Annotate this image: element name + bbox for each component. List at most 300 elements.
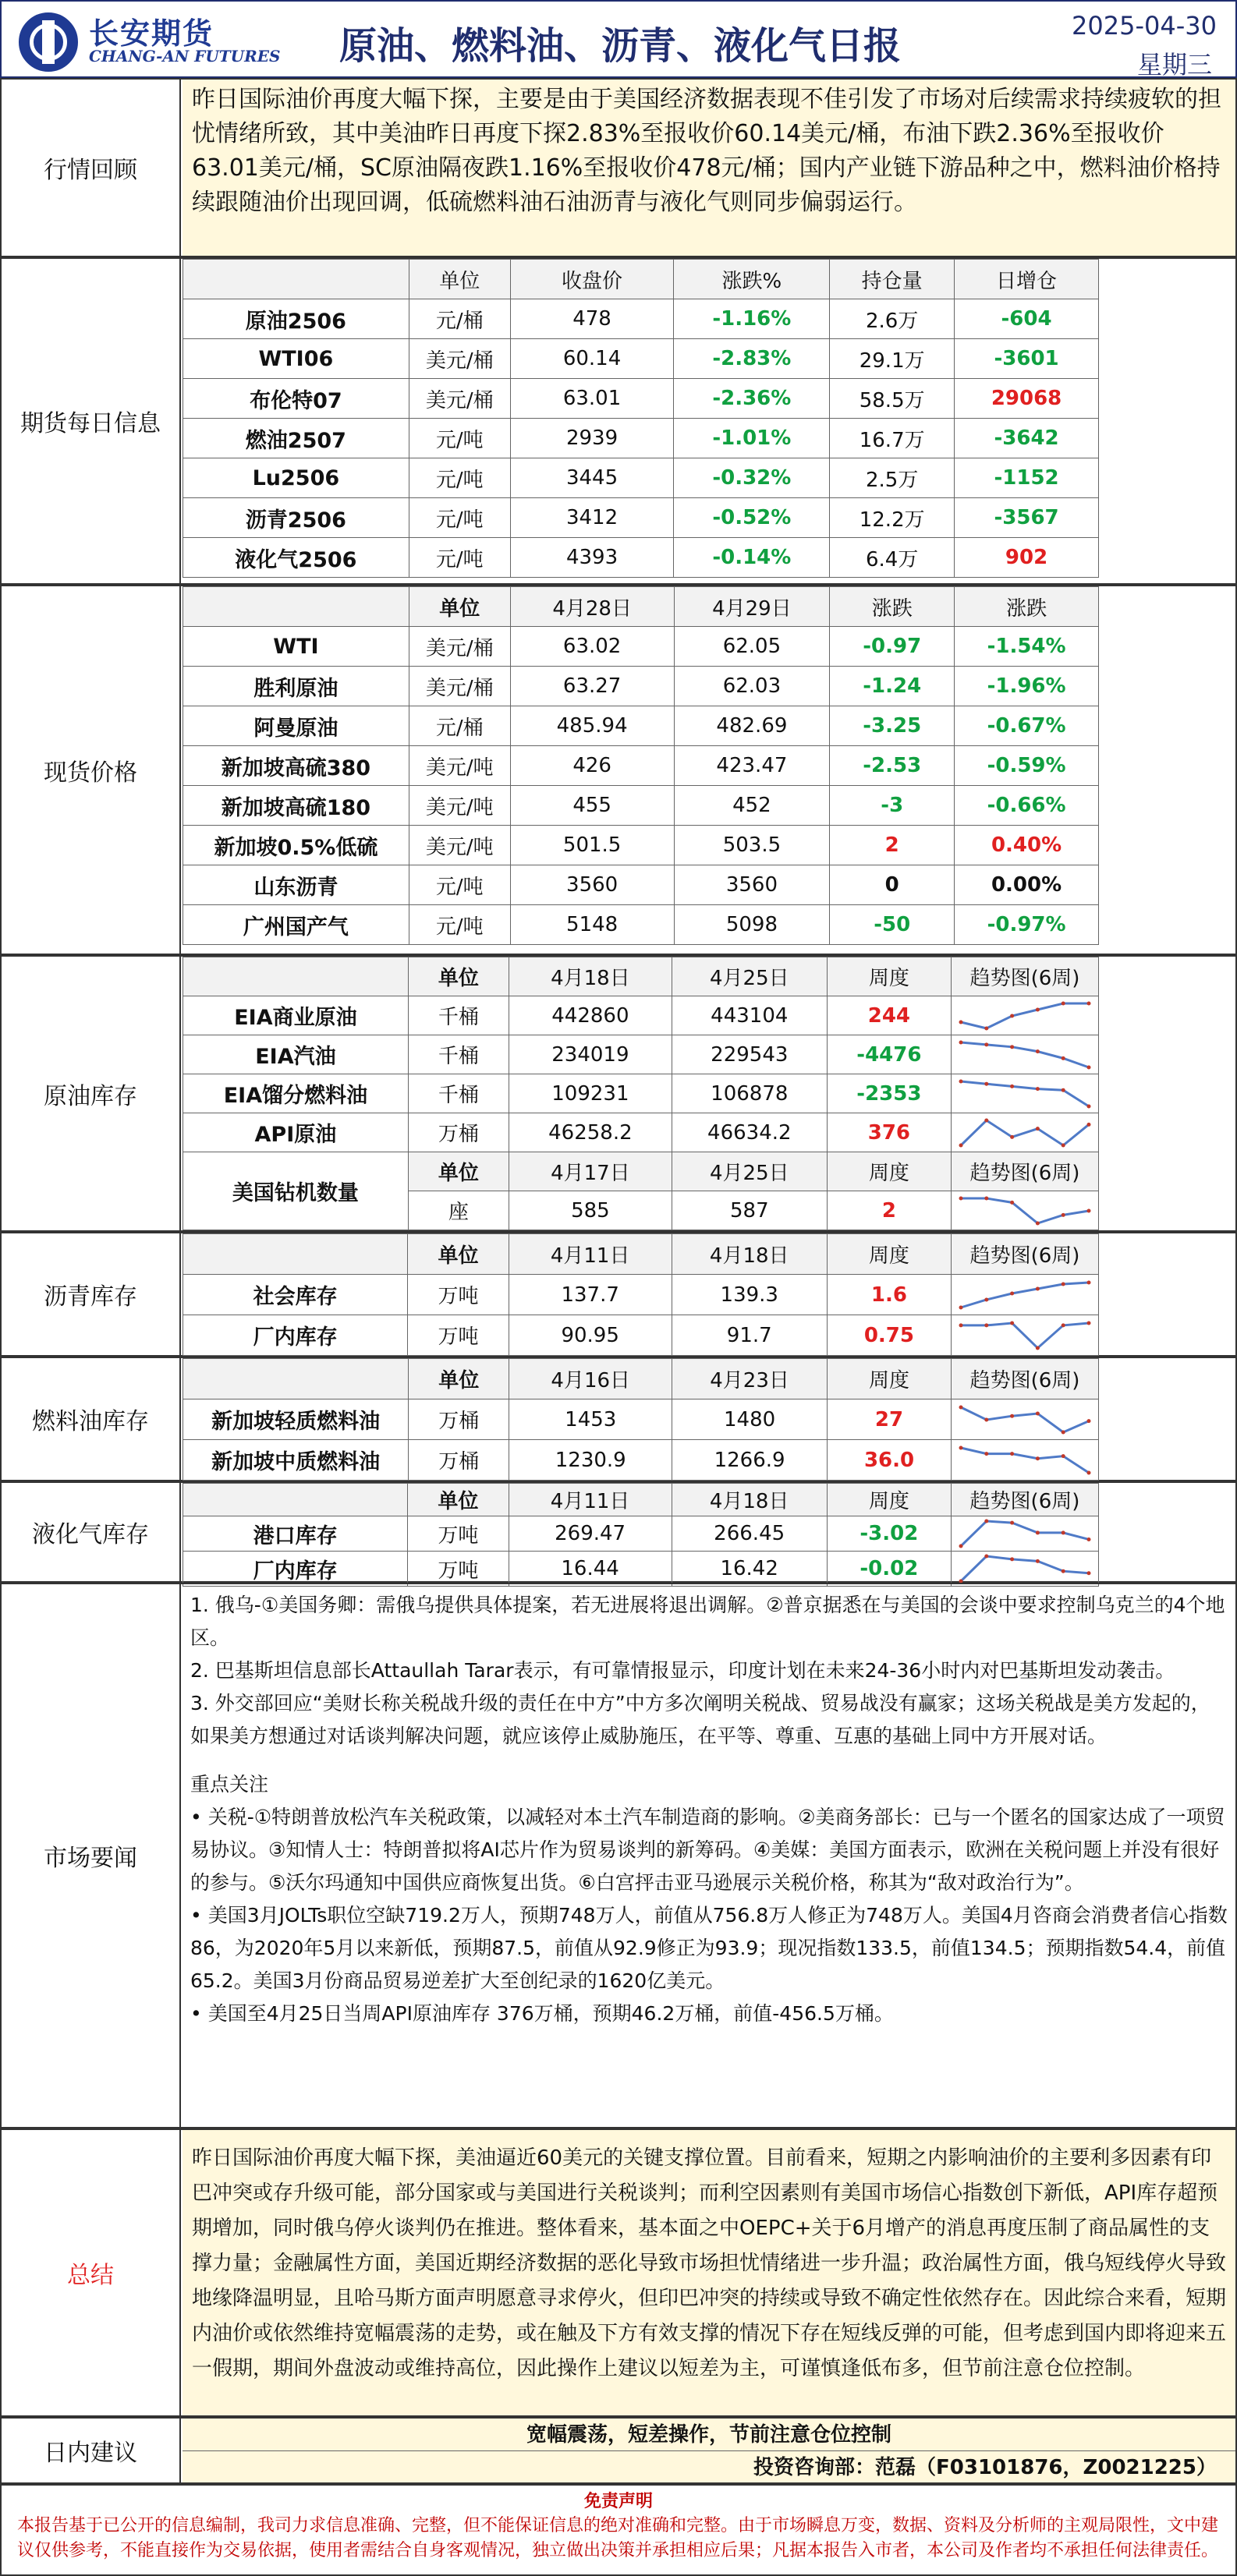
header-blank — [183, 1234, 408, 1275]
brand-name-en: CHANG-AN FUTURES — [89, 47, 281, 65]
sparkline-point — [1086, 1065, 1090, 1069]
price-curr: 482.69 — [674, 706, 830, 746]
column-header: 趋势图(6周) — [951, 957, 1098, 996]
sparkline-point — [984, 1118, 988, 1122]
analyst-line: 投资咨询部：范磊（F03101876，Z0021225） — [753, 2456, 1217, 2479]
trend-sparkline — [955, 1194, 1095, 1228]
trend-sparkline — [955, 1278, 1095, 1312]
sparkline-point — [1062, 1430, 1065, 1434]
sparkline-point — [1036, 1411, 1040, 1415]
header-row — [183, 260, 1099, 299]
close-price: 3412 — [510, 498, 674, 538]
daily-oi-change: -3567 — [955, 498, 1099, 538]
value-prev: 585 — [509, 1191, 672, 1230]
price-change-pct: -0.67% — [955, 706, 1099, 746]
crude_inv-table — [183, 957, 1099, 1230]
value-prev: 269.47 — [509, 1516, 672, 1552]
column-header: 单位 — [409, 587, 510, 627]
sparkline-point — [1062, 1282, 1065, 1286]
table-row — [183, 538, 1099, 578]
intraday-advice-section — [0, 2417, 1237, 2484]
daily-oi-change: -3642 — [955, 419, 1099, 458]
sparkline-point — [959, 1079, 962, 1083]
section-label: 期货每日信息 — [2, 259, 181, 583]
price-change: -50 — [830, 905, 955, 945]
contract-name: 沥青2506 — [183, 498, 409, 538]
table-row — [183, 1552, 1099, 1587]
value-prev: 1230.9 — [509, 1440, 672, 1481]
price-curr: 62.03 — [674, 667, 830, 706]
table-row — [183, 419, 1099, 458]
sparkline-point — [1086, 1104, 1090, 1108]
price-change-pct: -0.66% — [955, 786, 1099, 826]
change-pct: -1.01% — [674, 419, 830, 458]
asphalt_inv-table — [183, 1233, 1099, 1356]
unit-cell: 万桶 — [409, 1440, 509, 1481]
sparkline-point — [1010, 1084, 1014, 1088]
price-prev: 485.94 — [510, 706, 674, 746]
unit-cell: 千桶 — [408, 1035, 509, 1074]
sparkline-path — [961, 1120, 1089, 1145]
sparkline-point — [959, 1040, 962, 1044]
value-prev: 234019 — [509, 1035, 672, 1074]
trend-sparkline — [955, 1318, 1095, 1353]
sparkline-point — [1086, 1280, 1090, 1284]
contract-name: Lu2506 — [183, 458, 409, 498]
weekly-change: -0.02 — [827, 1552, 951, 1587]
price-prev: 5148 — [510, 905, 674, 945]
item-name: API原油 — [183, 1113, 409, 1152]
column-header: 4月17日 — [509, 1152, 672, 1191]
table-row — [183, 786, 1099, 826]
sparkline-point — [959, 1445, 962, 1449]
trend-chart — [951, 996, 1098, 1035]
section-label: 现货价格 — [2, 586, 181, 954]
column-header: 单位 — [409, 1359, 509, 1399]
sparkline-point — [1086, 1208, 1090, 1212]
sparkline-point — [984, 1042, 988, 1046]
unit-cell: 美元/吨 — [409, 786, 510, 826]
change-pct: -0.52% — [674, 498, 830, 538]
trend-chart — [951, 1399, 1098, 1440]
table-row — [183, 996, 1099, 1035]
value-prev: 16.44 — [509, 1552, 672, 1587]
column-header: 4月18日 — [672, 1234, 827, 1275]
disclaimer-title: 免责声明 — [583, 2491, 653, 2511]
disclaimer-text: 本报告基于已公开的信息编制，我司力求信息准确、完整，但不能保证信息的绝对准确和完整。由于市场瞬息万变，数据、资料及分析师的主观局限性，文中建议仅供参考，不能直接作为交易依据，使用者需结合自身客观情况，独立做出决策并承担相应后果；凡据本报告入市者，本公司及作者均不承担任何法律责任。 — [17, 2516, 1219, 2560]
sparkline-point — [1086, 1470, 1090, 1474]
value-curr: 266.45 — [672, 1516, 827, 1552]
item-name: 厂内库存 — [183, 1315, 408, 1356]
sparkline-point — [1036, 1087, 1040, 1091]
advice-box — [183, 2419, 1235, 2482]
column-header: 4月23日 — [672, 1359, 828, 1399]
sparkline-point — [984, 1081, 988, 1085]
column-header: 趋势图(6周) — [951, 1359, 1098, 1399]
header-blank — [183, 957, 409, 996]
unit-cell: 万吨 — [408, 1275, 509, 1315]
product-name: 阿曼原油 — [183, 706, 409, 746]
price-change-pct: -0.97% — [955, 905, 1099, 945]
spot-section — [0, 585, 1237, 955]
open-interest: 29.1万 — [830, 339, 955, 379]
table-row — [183, 1275, 1099, 1315]
value-prev: 1453 — [509, 1399, 672, 1440]
unit-cell: 元/桶 — [409, 299, 510, 339]
value-curr: 91.7 — [672, 1315, 827, 1356]
value-prev: 90.95 — [509, 1315, 672, 1356]
sparkline-point — [959, 1323, 962, 1327]
report-title: 原油、燃料油、沥青、液化气日报 — [338, 24, 901, 68]
unit-cell: 万桶 — [408, 1113, 509, 1152]
news-item: • 美国至4月25日当周API原油库存 376万桶，预期46.2万桶，前值-456.5万桶。 — [190, 2002, 894, 2025]
value-curr: 139.3 — [672, 1275, 827, 1315]
close-price: 63.01 — [510, 379, 674, 419]
fuel_inv-table — [183, 1358, 1099, 1481]
table-row — [183, 379, 1099, 419]
sparkline-point — [1062, 1056, 1065, 1060]
sparkline-point — [984, 1452, 988, 1456]
news-item — [190, 1753, 1228, 1768]
value-prev: 109231 — [509, 1074, 672, 1113]
sparkline-point — [959, 1305, 962, 1309]
column-header: 4月11日 — [509, 1234, 672, 1275]
daily-oi-change: -3601 — [955, 339, 1099, 379]
change-pct: -2.36% — [674, 379, 830, 419]
price-change: 0 — [830, 865, 955, 905]
item-name: EIA馏分燃料油 — [183, 1074, 409, 1113]
sparkline-path — [961, 1283, 1089, 1307]
market-news-list — [183, 1584, 1235, 2127]
sparkline-point — [959, 1196, 962, 1200]
sparkline-point — [984, 1520, 988, 1523]
sparkline-point — [959, 1545, 962, 1548]
price-prev: 3560 — [510, 865, 674, 905]
report-date: 2025-04-30 — [1072, 11, 1217, 41]
weekly-change: 0.75 — [827, 1315, 951, 1356]
value-curr: 1480 — [672, 1399, 828, 1440]
column-header: 周度 — [828, 1359, 952, 1399]
sparkline-point — [1010, 1557, 1014, 1561]
column-header: 单位 — [409, 260, 510, 299]
table-row — [183, 1315, 1099, 1356]
table-row — [183, 339, 1099, 379]
header-row — [183, 957, 1099, 996]
close-price: 4393 — [510, 538, 674, 578]
price-curr: 452 — [674, 786, 830, 826]
sparkline-point — [1062, 1569, 1065, 1573]
sparkline-path — [961, 1042, 1089, 1067]
value-prev: 46258.2 — [509, 1113, 672, 1152]
unit-cell: 元/吨 — [409, 905, 510, 945]
column-header: 周度 — [827, 1484, 951, 1516]
contract-name: 燃油2507 — [183, 419, 409, 458]
trend-chart — [951, 1315, 1098, 1356]
change-pct: -1.16% — [674, 299, 830, 339]
column-header: 周度 — [827, 957, 951, 996]
unit-cell: 美元/桶 — [409, 339, 510, 379]
sparkline-point — [1010, 1521, 1014, 1525]
report-header — [0, 0, 1237, 78]
value-prev: 137.7 — [509, 1275, 672, 1315]
price-change: -3.25 — [830, 706, 955, 746]
section-label: 液化气库存 — [2, 1483, 181, 1581]
section-label: 行情回顾 — [2, 80, 181, 256]
table-row — [183, 1035, 1099, 1074]
sparkline-point — [984, 1026, 988, 1030]
sparkline-point — [1036, 1456, 1040, 1460]
fuel_inv-section — [0, 1357, 1237, 1481]
unit-cell: 美元/桶 — [409, 379, 510, 419]
open-interest: 58.5万 — [830, 379, 955, 419]
sparkline-point — [984, 1323, 988, 1327]
lpg_inv-table — [183, 1483, 1099, 1587]
sparkline-path — [961, 1556, 1089, 1581]
unit-cell: 美元/吨 — [409, 826, 510, 865]
trend-chart — [951, 1035, 1098, 1074]
table-row — [183, 905, 1099, 945]
sparkline-path — [961, 1198, 1089, 1223]
price-prev: 455 — [510, 786, 674, 826]
news-item: 3. 外交部回应“美财长称关税战升级的责任在中方”中方多次阐明关税战、贸易战没有赢家；这场关税战是美方发起的，如果美方想通过对话谈判解决问题，就应该停止威胁施压，在平等、尊重、互惠的基础上同中方开展对话。 — [190, 1692, 1210, 1747]
unit-cell: 万吨 — [408, 1315, 509, 1356]
weekly-change: -4476 — [827, 1035, 951, 1074]
report-weekday: 星期三 — [1136, 50, 1212, 80]
price-change: -2.53 — [830, 746, 955, 786]
daily-oi-change: 29068 — [955, 379, 1099, 419]
column-header: 涨跌% — [674, 260, 830, 299]
unit-cell: 万吨 — [408, 1516, 509, 1552]
sparkline-point — [1086, 1321, 1090, 1325]
sparkline-point — [1086, 1571, 1090, 1575]
column-header: 4月18日 — [509, 957, 672, 996]
weekly-change: 36.0 — [828, 1440, 952, 1481]
sparkline-path — [961, 1003, 1089, 1028]
table-row — [183, 458, 1099, 498]
section-label: 沥青库存 — [2, 1233, 181, 1355]
unit-cell: 美元/吨 — [409, 746, 510, 786]
value-curr: 229543 — [672, 1035, 827, 1074]
price-curr: 503.5 — [674, 826, 830, 865]
header-blank — [183, 260, 409, 299]
sparkline-point — [984, 1417, 988, 1421]
sparkline-point — [1010, 1452, 1014, 1456]
spot-table — [183, 586, 1099, 945]
table-row — [183, 746, 1099, 786]
table-row — [183, 706, 1099, 746]
section-label: 日内建议 — [2, 2419, 181, 2482]
trend-chart — [951, 1275, 1098, 1315]
item-name: EIA汽油 — [183, 1035, 409, 1074]
change-pct: -0.32% — [674, 458, 830, 498]
sparkline-point — [959, 1405, 962, 1409]
column-header: 周度 — [827, 1234, 951, 1275]
table-row — [183, 1113, 1099, 1152]
header-row — [183, 1234, 1099, 1275]
open-interest: 12.2万 — [830, 498, 955, 538]
close-price: 3445 — [510, 458, 674, 498]
column-header: 涨跌 — [955, 587, 1099, 627]
column-header: 4月11日 — [509, 1484, 672, 1516]
sparkline-point — [984, 1297, 988, 1301]
product-name: 新加坡高硫380 — [183, 746, 409, 786]
column-header: 趋势图(6周) — [951, 1234, 1098, 1275]
price-prev: 501.5 — [510, 826, 674, 865]
price-curr: 3560 — [674, 865, 830, 905]
sparkline-point — [984, 1555, 988, 1559]
table-row — [183, 627, 1099, 667]
column-header: 趋势图(6周) — [951, 1152, 1098, 1191]
column-header: 4月29日 — [674, 587, 830, 627]
sparkline-path — [961, 1521, 1089, 1546]
section-label: 燃料油库存 — [2, 1358, 181, 1480]
sparkline-point — [1036, 1286, 1040, 1290]
product-name: 新加坡0.5%低硫 — [183, 826, 409, 865]
sparkline-point — [1010, 1200, 1014, 1204]
sparkline-point — [1086, 1537, 1090, 1541]
value-prev: 442860 — [509, 996, 672, 1035]
open-interest: 2.6万 — [830, 299, 955, 339]
contract-name: 布伦特07 — [183, 379, 409, 419]
unit-cell: 万吨 — [408, 1552, 509, 1587]
price-change-pct: -1.54% — [955, 627, 1099, 667]
market-news-section — [0, 1583, 1237, 2128]
column-header: 单位 — [408, 957, 509, 996]
unit-cell: 美元/桶 — [409, 627, 510, 667]
open-interest: 2.5万 — [830, 458, 955, 498]
column-header: 4月18日 — [672, 1484, 827, 1516]
unit-cell: 元/桶 — [409, 706, 510, 746]
unit-cell: 元/吨 — [409, 865, 510, 905]
column-header: 单位 — [408, 1234, 509, 1275]
weekly-change: 27 — [828, 1399, 952, 1440]
header-blank — [183, 587, 409, 627]
unit-cell: 千桶 — [408, 996, 509, 1035]
summary-section — [0, 2128, 1237, 2417]
contract-name: 液化气2506 — [183, 538, 409, 578]
column-header: 单位 — [408, 1152, 509, 1191]
sparkline-point — [1010, 1014, 1014, 1017]
item-name: EIA商业原油 — [183, 996, 409, 1035]
sparkline-point — [984, 1196, 988, 1200]
news-item: 重点关注 — [190, 1773, 269, 1796]
price-prev: 426 — [510, 746, 674, 786]
sparkline-point — [1036, 1007, 1040, 1011]
advice-line: 宽幅震荡，短差操作，节前注意仓位控制 — [183, 2419, 1235, 2451]
column-header: 持仓量 — [830, 260, 955, 299]
trend-sparkline — [955, 1038, 1095, 1072]
sparkline-point — [1010, 1134, 1014, 1138]
price-change: -1.24 — [830, 667, 955, 706]
column-header: 4月28日 — [510, 587, 674, 627]
trend-sparkline — [955, 999, 1095, 1033]
unit-cell: 座 — [408, 1191, 509, 1230]
trend-chart — [951, 1074, 1098, 1113]
value-curr: 1266.9 — [672, 1440, 828, 1481]
price-change-pct: 0.40% — [955, 826, 1099, 865]
futures-table — [183, 259, 1099, 578]
table-row — [183, 1440, 1099, 1481]
sparkline-point — [1086, 1001, 1090, 1005]
header-row — [183, 587, 1099, 627]
item-name: 新加坡轻质燃料油 — [183, 1399, 409, 1440]
news-item: 1. 俄乌-①美国务卿：需俄乌提供具体提案，若无进展将退出调解。②普京据悉在与美国的会谈中要求控制乌克兰的4个地区。 — [190, 1594, 1225, 1649]
section-label: 总结 — [2, 2130, 181, 2415]
column-header: 周度 — [827, 1152, 951, 1191]
sparkline-point — [1010, 1291, 1014, 1295]
trend-sparkline — [955, 1403, 1095, 1437]
unit-cell: 元/吨 — [409, 458, 510, 498]
table-row — [183, 1516, 1099, 1552]
sparkline-point — [1010, 1321, 1014, 1325]
sparkline-path — [961, 1081, 1089, 1106]
value-curr: 443104 — [672, 996, 827, 1035]
price-curr: 5098 — [674, 905, 830, 945]
weekly-change: 2 — [827, 1191, 951, 1230]
sparkline-point — [1062, 1212, 1065, 1216]
section-label: 市场要闻 — [2, 1584, 181, 2127]
close-price: 60.14 — [510, 339, 674, 379]
price-change-pct: -0.59% — [955, 746, 1099, 786]
sparkline-point — [1062, 1323, 1065, 1327]
brand-name-cn: 长安期货 — [89, 16, 214, 51]
trend-sparkline — [955, 1516, 1095, 1551]
header-row — [183, 1359, 1099, 1399]
trend-chart — [951, 1191, 1098, 1230]
sparkline-point — [1036, 1530, 1040, 1534]
asphalt_inv-section — [0, 1232, 1237, 1357]
column-header: 4月25日 — [672, 957, 827, 996]
column-header: 4月25日 — [672, 1152, 827, 1191]
value-curr: 46634.2 — [672, 1113, 827, 1152]
table-row — [183, 498, 1099, 538]
close-price: 478 — [510, 299, 674, 339]
sparkline-point — [959, 1020, 962, 1024]
price-change: -3 — [830, 786, 955, 826]
trend-chart — [951, 1516, 1098, 1552]
sparkline-point — [1062, 1530, 1065, 1534]
item-name: 社会库存 — [183, 1275, 408, 1315]
sparkline-point — [1010, 1414, 1014, 1417]
header-row — [183, 1484, 1099, 1516]
lpg_inv-section — [0, 1481, 1237, 1583]
change-pct: -0.14% — [674, 538, 830, 578]
sparkline-point — [1010, 1045, 1014, 1049]
column-header: 趋势图(6周) — [951, 1484, 1098, 1516]
unit-cell: 美元/桶 — [409, 667, 510, 706]
crude_inv-section — [0, 955, 1237, 1232]
trend-sparkline — [955, 1116, 1095, 1150]
unit-cell: 元/吨 — [409, 419, 510, 458]
unit-cell: 万桶 — [409, 1399, 509, 1440]
sparkline-point — [1036, 1049, 1040, 1053]
daily-oi-change: -604 — [955, 299, 1099, 339]
value-curr: 587 — [672, 1191, 827, 1230]
unit-cell: 元/吨 — [409, 538, 510, 578]
disclaimer — [0, 2484, 1237, 2576]
contract-name: WTI06 — [183, 339, 409, 379]
daily-oi-change: 902 — [955, 538, 1099, 578]
weekly-change: -3.02 — [827, 1516, 951, 1552]
weekly-change: -2353 — [827, 1074, 951, 1113]
section-label: 原油库存 — [2, 957, 181, 1230]
daily-oi-change: -1152 — [955, 458, 1099, 498]
sparkline-path — [961, 1448, 1089, 1473]
market-review-text: 昨日国际油价再度大幅下探，主要是由于美国经济数据表现不佳引发了市场对后续需求持续疲软的担忧情绪所致，其中美油昨日再度下探2.83%至报收价60.14美元/桶，布油下跌2.36%至报收价63.01美元/桶，SC原油隔夜跌1.16%至报收价478元/桶；国内产业链下游品种之中，燃料油价格持续跟随油价出现回调，低硫燃料油石油沥青与液化气则同步偏弱运行。 — [183, 80, 1235, 256]
header-blank — [183, 1484, 408, 1516]
price-curr: 423.47 — [674, 746, 830, 786]
market-review-section — [0, 78, 1237, 257]
